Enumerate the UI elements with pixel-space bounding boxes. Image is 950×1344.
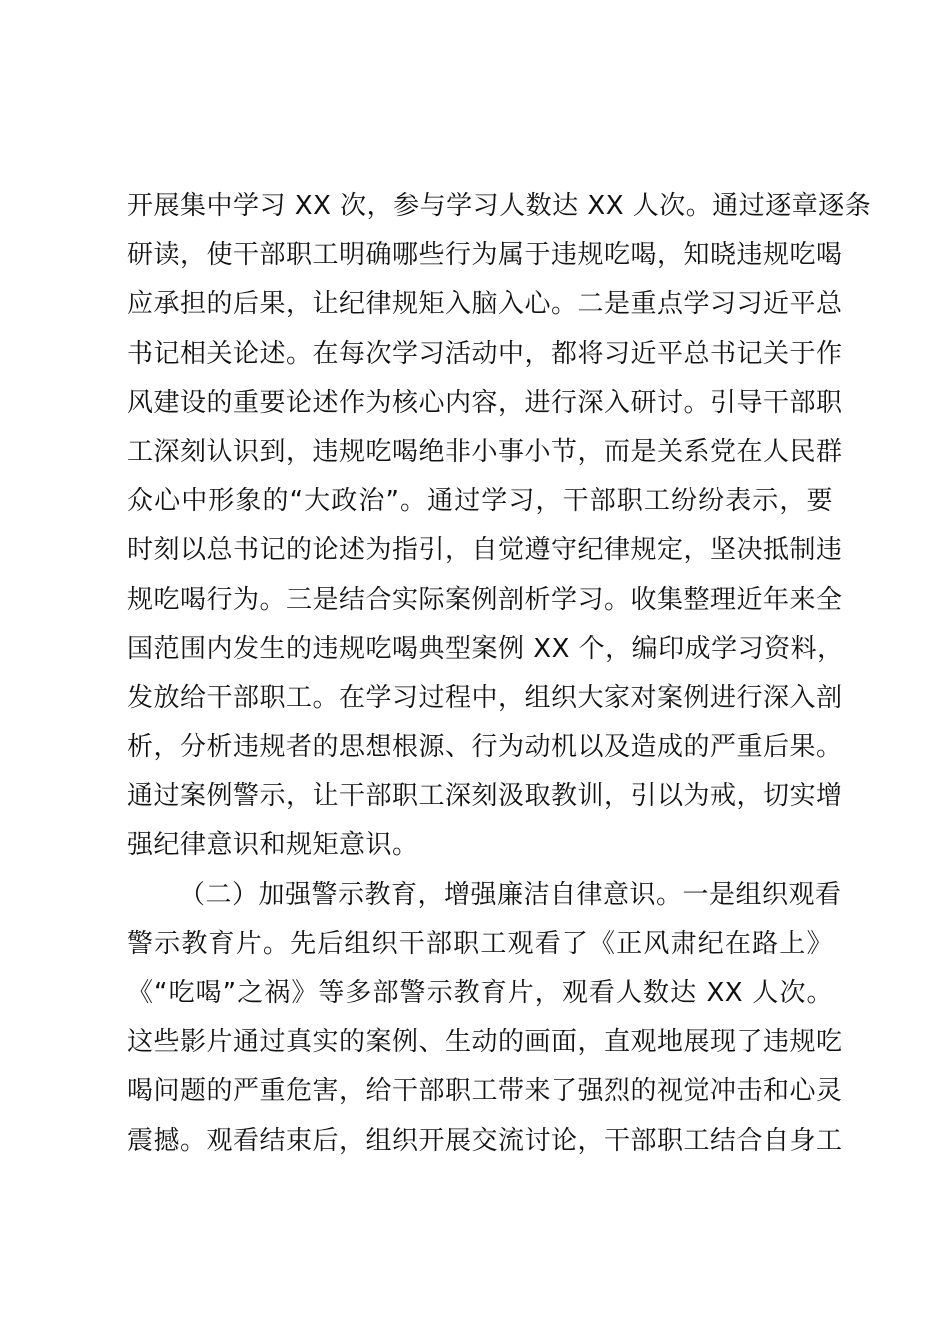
text-line: 工深刻认识到，违规吃喝绝非小事小节，而是关系党在人民群 — [127, 436, 843, 467]
text-line: 析，分析违规者的思想根源、行为动机以及造成的严重后果。 — [127, 732, 843, 763]
text-line: 应承担的后果，让纪律规矩入脑入心。二是重点学习习近平总 — [127, 289, 843, 320]
text-line: 喝问题的严重危害，给干部职工带来了强烈的视觉冲击和心灵 — [127, 1076, 843, 1107]
text-line: （二）加强警示教育，增强廉洁自律意识。一是组织观看 — [179, 879, 842, 910]
text-line: 国范围内发生的违规吃喝典型案例 XX 个，编印成学习资料， — [127, 633, 844, 664]
text-line: 开展集中学习 XX 次，参与学习人数达 XX 人次。通过逐章逐条 — [127, 191, 872, 221]
text-line: 研读，使干部职工明确哪些行为属于违规吃喝，知晓违规吃喝 — [127, 240, 843, 271]
text-line: 规吃喝行为。三是结合实际案例剖析学习。收集整理近年来全 — [127, 584, 843, 615]
text-line: 这些影片通过真实的案例、生动的画面，直观地展现了违规吃 — [127, 1027, 843, 1058]
text-line: 警示教育片。先后组织干部职工观看了《正风肃纪在路上》 — [127, 928, 833, 959]
text-line: 《“吃喝”之祸》等多部警示教育片，观看人数达 XX 人次。 — [127, 978, 833, 1008]
text-line: 通过案例警示，让干部职工深刻汲取教训，引以为戒，切实增 — [127, 781, 843, 812]
document-body — [127, 182, 872, 1166]
text-line: 震撼。观看结束后，组织开展交流讨论，干部职工结合自身工 — [127, 1125, 843, 1156]
text-line: 风建设的重要论述作为核心内容，进行深入研讨。引导干部职 — [127, 387, 843, 418]
text-line: 时刻以总书记的论述为指引，自觉遵守纪律规定，坚决抵制违 — [127, 535, 843, 566]
text-line: 书记相关论述。在每次学习活动中，都将习近平总书记关于作 — [127, 338, 843, 369]
text-line: 发放给干部职工。在学习过程中，组织大家对案例进行深入剖 — [127, 682, 843, 713]
paragraph-2 — [127, 871, 843, 1166]
paragraph-1 — [127, 182, 872, 871]
text-line: 强纪律意识和规矩意识。 — [127, 830, 419, 861]
text-line: 众心中形象的“大政治”。通过学习，干部职工纷纷表示，要 — [127, 486, 833, 517]
